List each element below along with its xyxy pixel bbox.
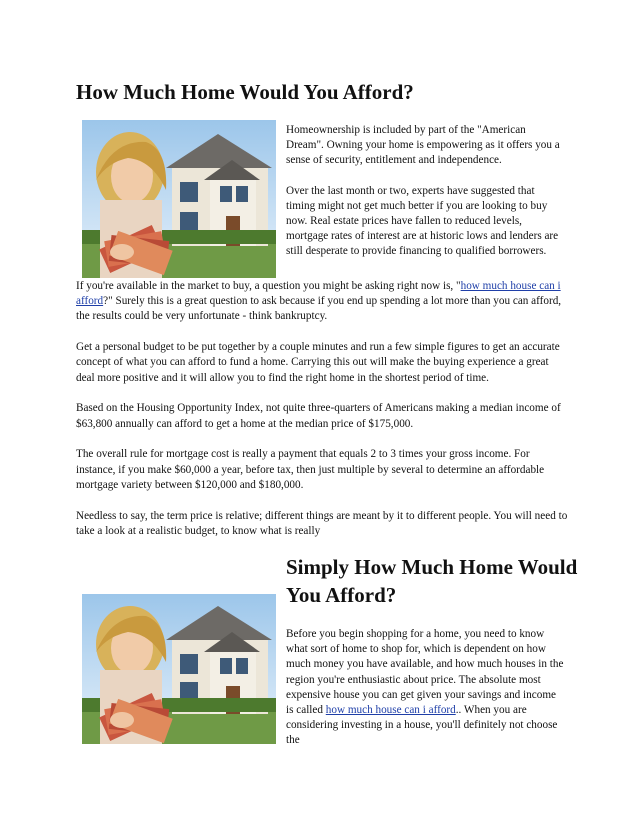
section2-paragraph-start: Before you begin shopping for a home, you need to know what sort of home to shop for, which is dependent on how much money you have available, and how much houses in the region you're enthusiastic about price. The absolute most expensive house you can get given your savings and income is called [286, 628, 564, 717]
section2-side-column [286, 627, 566, 764]
photo-illustration [82, 120, 276, 278]
intro-paragraph-1: Homeownership is included by part of the "American Dream". Owning your home is empowering as it offers you a sense of security, entitlement and independence. [286, 124, 560, 167]
intro-side-column [286, 123, 566, 275]
paragraph-relative: Needless to say, the term price is relative; different things are meant by it to different people. You will need to take a look at a realistic budget, to know what is really [76, 509, 568, 537]
section2-paragraph [286, 627, 566, 749]
paragraph-index: Based on the Housing Opportunity Index, not quite three-quarters of Americans making a median income of $63,800 annually can afford to get a home at the median price of $175,000. [76, 402, 561, 430]
page-title: How Much Home Would You Afford? [76, 80, 414, 104]
paragraph-question-start: If you're available in the market to buy, a question you might be asking right now is, " [76, 280, 461, 292]
section-heading: Simply How Much Home Would You Afford? [286, 555, 578, 607]
woman-money-house-photo [82, 120, 276, 278]
paragraph-rule: The overall rule for mortgage cost is really a payment that equals 2 to 3 times your gross income. For instance, if you make $60,000 a year, before tax, then just multiple by several to determine an affordable mortgage variety between $120,000 and $180,000. [76, 448, 545, 491]
intro-paragraph-2: Over the last month or two, experts have suggested that timing might not get much better if you are looking to buy now. Real estate prices have fallen to reduced levels, mortgage rates of interest are at historic lows and lenders are still desperate to provide financing to qualified borrowers. [286, 184, 559, 258]
paragraph-question-end: ?" Surely this is a great question to ask because if you end up spending a lot more than you can afford, the results could be very unfortunate - think bankruptcy. [76, 295, 562, 323]
paragraph-question [76, 279, 568, 325]
woman-money-house-photo-2 [82, 594, 276, 744]
photo-illustration-2 [82, 594, 276, 744]
how-much-house-link-2[interactable]: how much house can i afford [325, 704, 456, 717]
section2-paragraph-end: .. When you are considering investing in a house, you'll definitely not choose the [286, 704, 558, 747]
article-body [76, 279, 568, 555]
how-much-house-link[interactable]: how much house can i afford [76, 280, 561, 308]
paragraph-budget: Get a personal budget to be put together by a couple minutes and run a few simple figures to get an accurate concept of what you can afford to fund a home. Carrying this out will make the buying experience a great deal more positive and it will allow you to find the right home in the shortest period of time. [76, 341, 560, 384]
